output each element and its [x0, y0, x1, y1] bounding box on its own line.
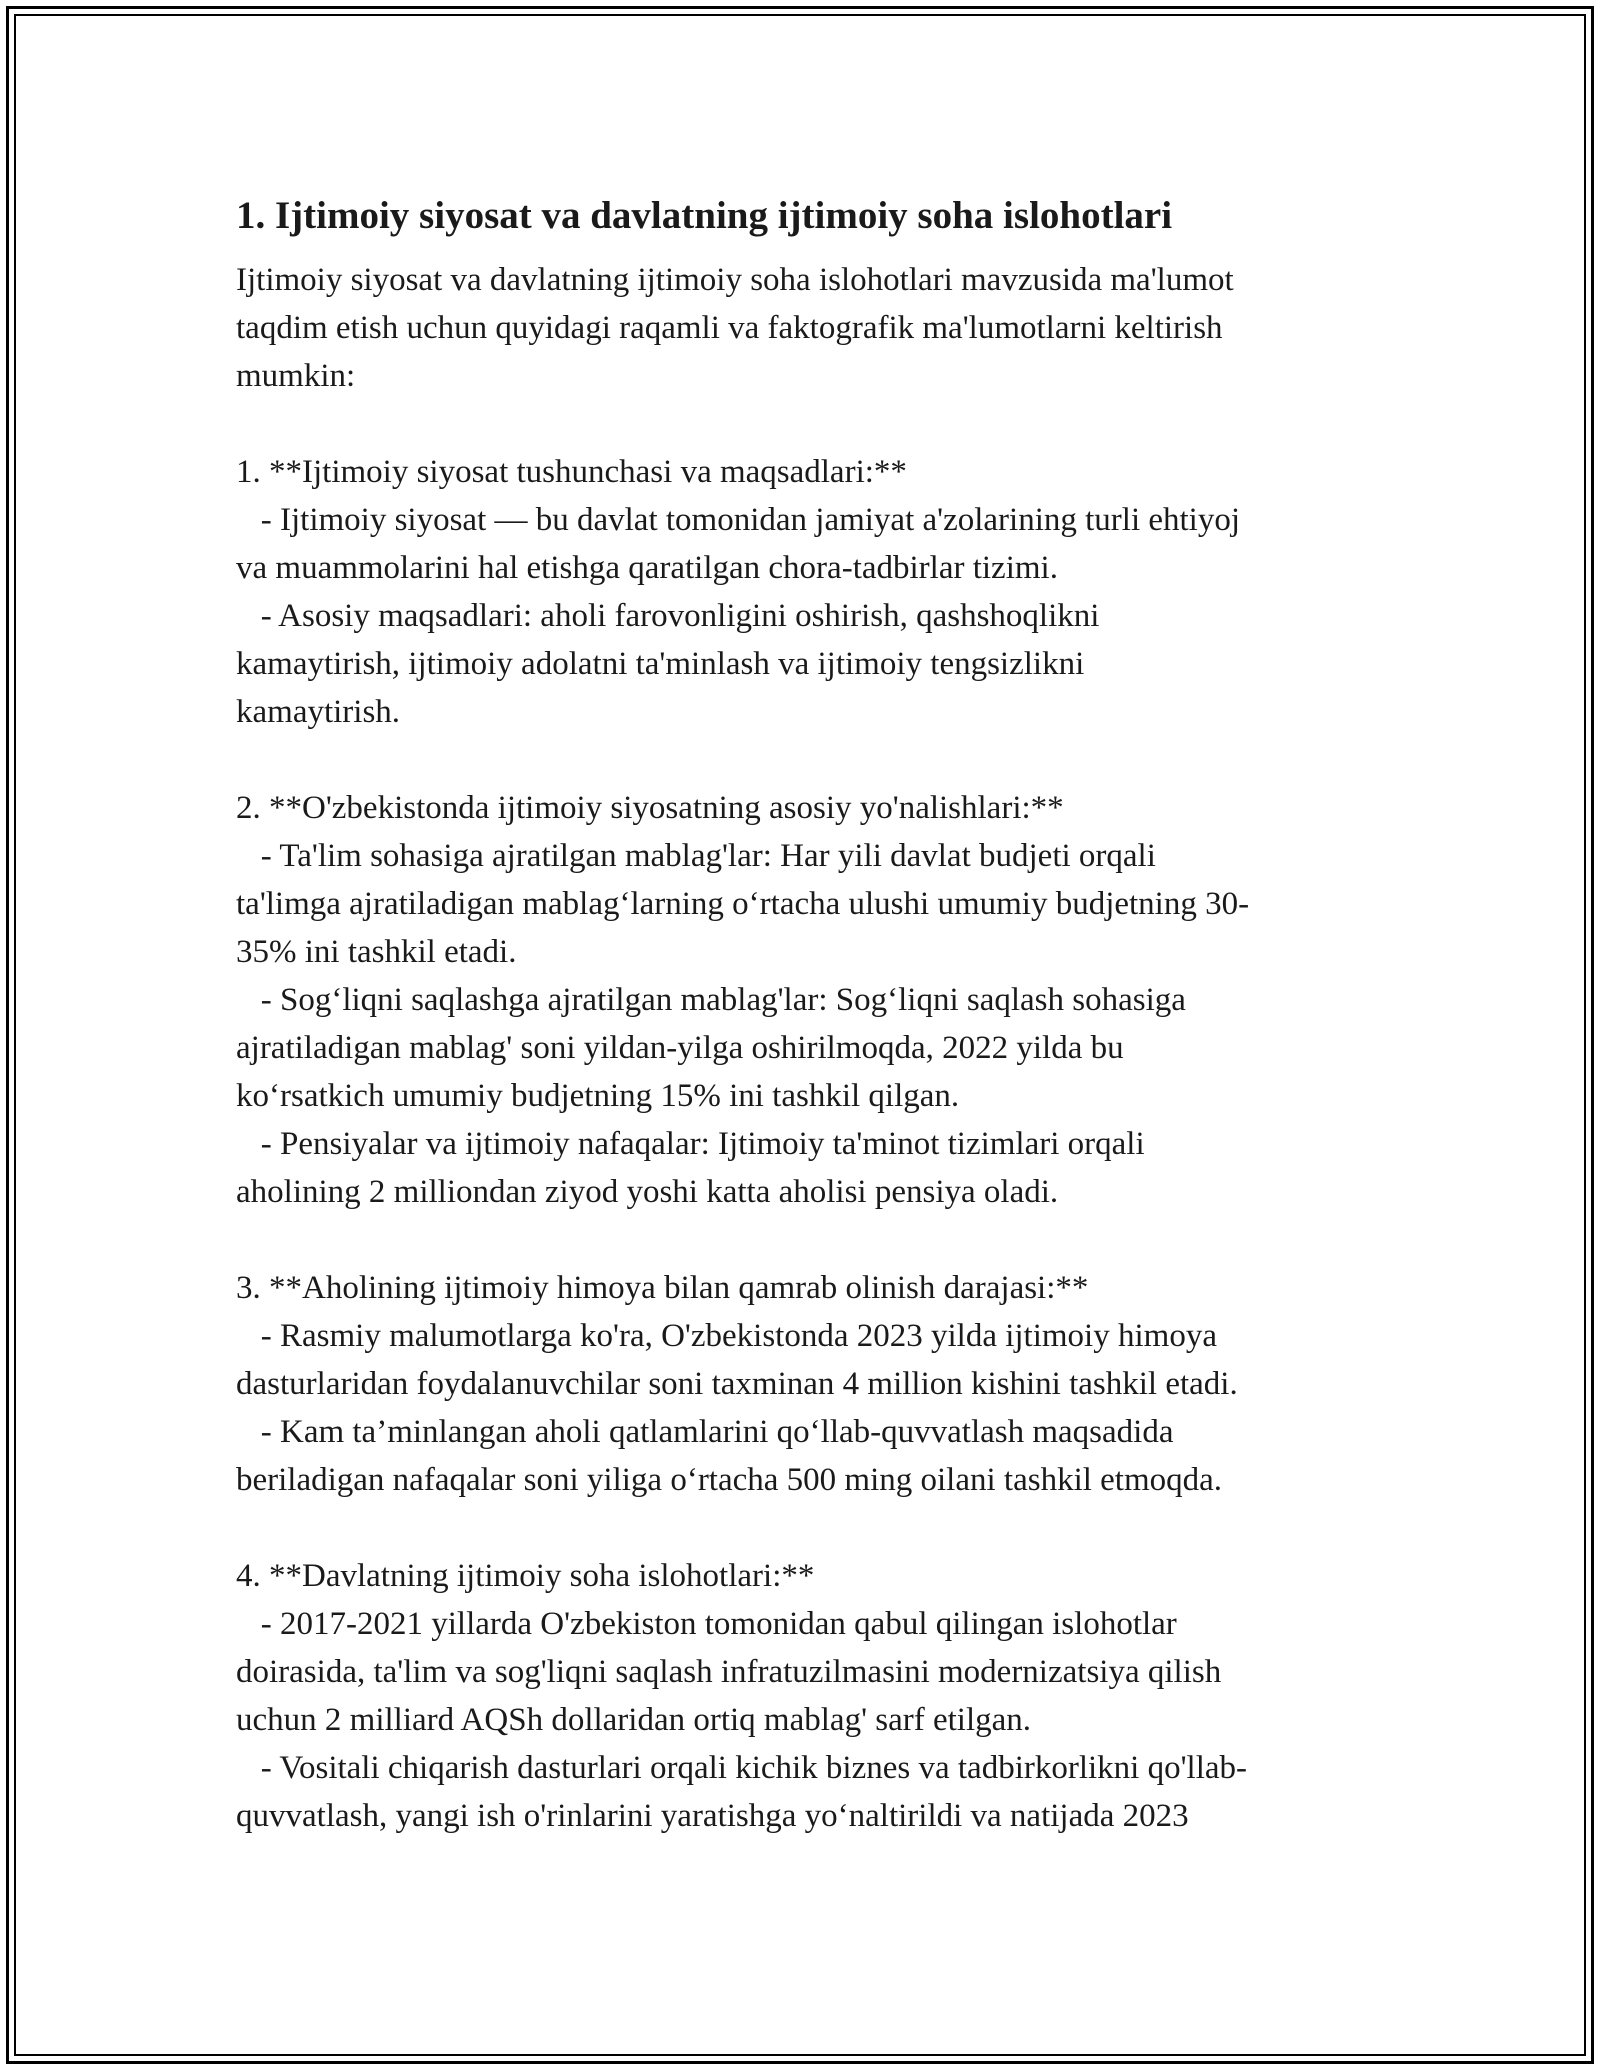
document-heading: 1. Ijtimoiy siyosat va davlatning ijtimoiy soha islohotlari [236, 194, 1173, 237]
bullet-item: - Vositali chiqarish dasturlari orqali kichik biznes va tadbirkorlikni qo'llab- quvvatlash, yangi ish o'rinlarini yaratishga yo‘naltirildi va natijada 2023 [236, 1750, 1248, 1834]
section-title: 4. **Davlatning ijtimoiy soha islohotlari:** [236, 1558, 815, 1594]
section-3 [236, 1264, 1366, 1504]
bullet-item: - Pensiyalar va ijtimoiy nafaqalar: Ijtimoiy ta'minot tizimlari orqali aholining 2 milliondan ziyod yoshi katta aholisi pensiya oladi. [236, 1126, 1145, 1210]
section-title: 2. **O'zbekistonda ijtimoiy siyosatning asosiy yo'nalishlari:** [236, 790, 1064, 826]
bullet-item: - Ijtimoiy siyosat — bu davlat tomonidan jamiyat a'zolarining turli ehtiyoj va muammolarini hal etishga qaratilgan chora-tadbirlar tizimi. [236, 502, 1241, 586]
section-2 [236, 784, 1366, 1216]
bullet-item: - Sog‘liqni saqlashga ajratilgan mablag'lar: Sog‘liqni saqlash sohasiga ajratiladigan mablag' soni yildan-yilga oshirilmoqda, 2022 yilda bu ko‘rsatkich umumiy budjetning 15% ini tashkil qilgan. [236, 982, 1186, 1114]
document-body [236, 186, 1366, 1840]
section-1 [236, 448, 1366, 736]
bullet-item: - Ta'lim sohasiga ajratilgan mablag'lar: Har yili davlat budjeti orqali ta'limga ajratiladigan mablag‘larning o‘rtacha ulushi umumiy budjetning 30- 35% ini tashkil etadi. [236, 838, 1250, 970]
bullet-item: - 2017-2021 yillarda O'zbekiston tomonidan qabul qilingan islohotlar doirasida, ta'lim va sog'liqni saqlash infratuzilmasini modernizatsiya qilish uchun 2 milliard AQSh dollaridan ortiq mablag' sarf etilgan. [236, 1606, 1222, 1738]
bullet-item: - Kam ta’minlangan aholi qatlamlarini qo‘llab-quvvatlash maqsadida beriladigan nafaqalar soni yiliga o‘rtacha 500 ming oilani tashkil etmoqda. [236, 1414, 1223, 1498]
section-title: 1. **Ijtimoiy siyosat tushunchasi va maqsadlari:** [236, 454, 907, 490]
section-title: 3. **Aholining ijtimoiy himoya bilan qamrab olinish darajasi:** [236, 1270, 1089, 1306]
intro-paragraph: Ijtimoiy siyosat va davlatning ijtimoiy soha islohotlari mavzusida ma'lumot taqdim etish uchun quyidagi raqamli va faktografik ma'lumotlarni keltirish mumkin: [236, 262, 1234, 394]
bullet-item: - Asosiy maqsadlari: aholi farovonligini oshirish, qashshoqlikni kamaytirish, ijtimoiy adolatni ta'minlash va ijtimoiy tengsizlikni kamaytirish. [236, 598, 1100, 730]
bullet-item: - Rasmiy malumotlarga ko'ra, O'zbekistonda 2023 yilda ijtimoiy himoya dasturlaridan foydalanuvchilar soni taxminan 4 million kishini tashkil etadi. [236, 1318, 1238, 1402]
section-4 [236, 1552, 1366, 1840]
